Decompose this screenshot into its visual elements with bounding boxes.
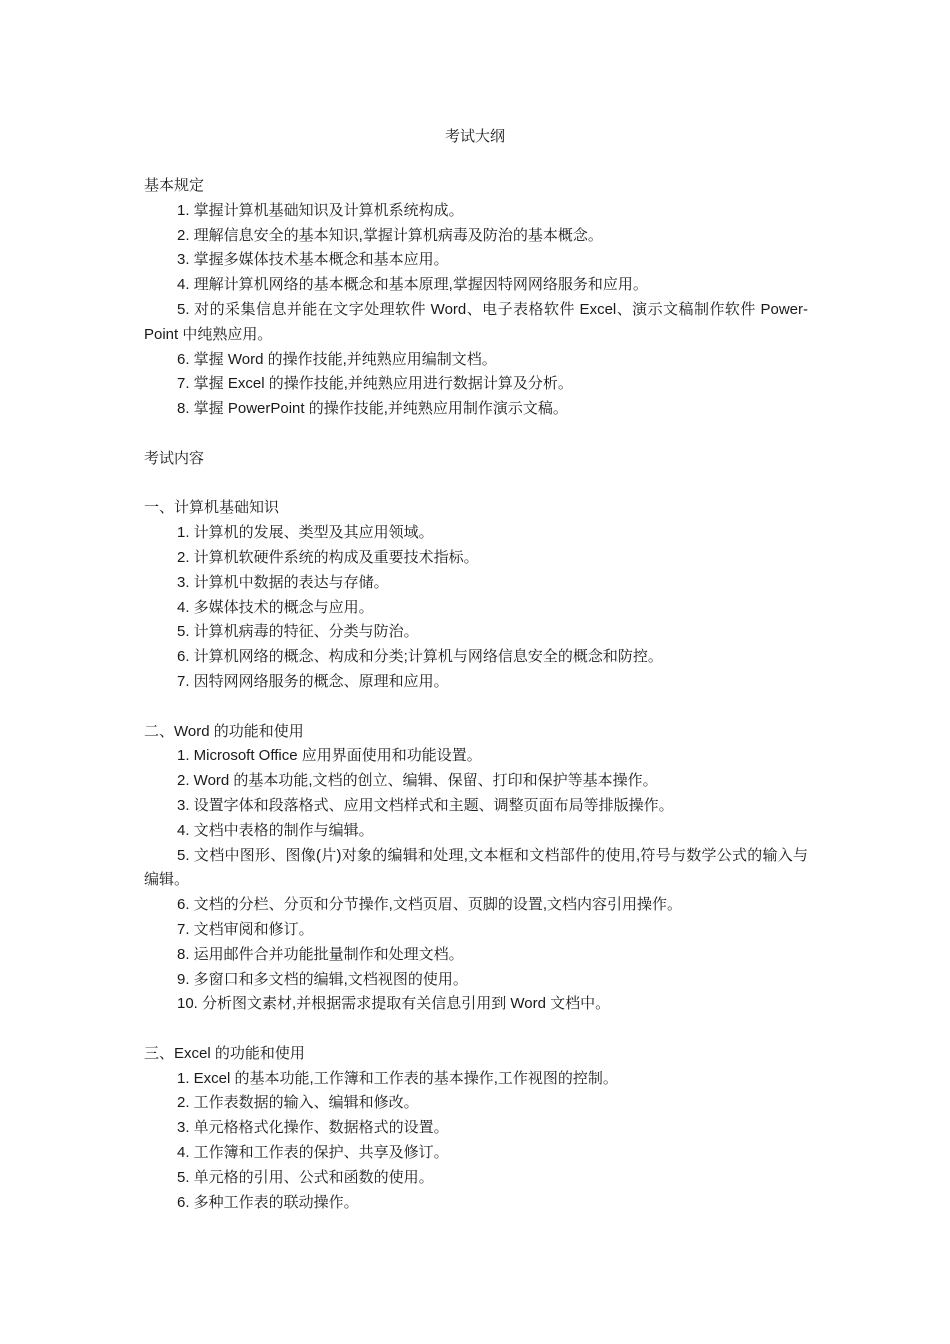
list-item: 3. 计算机中数据的表达与存储。: [177, 573, 389, 591]
list-item: 5. 对的采集信息并能在文字处理软件 Word、电子表格软件 Excel、演示文稿制作软件 Power-Point 中纯熟应用。: [144, 300, 808, 343]
exam-content-heading: 考试内容: [144, 449, 205, 467]
list-item: 2. 理解信息安全的基本知识,掌握计算机病毒及防治的基本概念。: [177, 226, 603, 244]
list-item: 7. 因特网网络服务的概念、原理和应用。: [177, 672, 449, 690]
list-item: 9. 多窗口和多文档的编辑,文档视图的使用。: [177, 970, 468, 988]
list-item: 8. 运用邮件合并功能批量制作和处理文档。: [177, 945, 464, 963]
list-item: 1. 掌握计算机基础知识及计算机系统构成。: [177, 201, 464, 219]
list-item: 2. 计算机软硬件系统的构成及重要技术指标。: [177, 548, 479, 566]
document-body: [144, 174, 808, 1215]
list-item: 3. 设置字体和段落格式、应用文档样式和主题、调整页面布局等排版操作。: [177, 796, 674, 814]
list-item: 3. 掌握多媒体技术基本概念和基本应用。: [177, 251, 449, 269]
list-item: 1. Excel 的基本功能,工作簿和工作表的基本操作,工作视图的控制。: [177, 1069, 618, 1087]
list-item: 4. 理解计算机网络的基本概念和基本原理,掌握因特网网络服务和应用。: [177, 276, 648, 294]
list-item: 1. 计算机的发展、类型及其应用领域。: [177, 524, 434, 542]
list-item: 6. 掌握 Word 的操作技能,并纯熟应用编制文档。: [177, 350, 497, 368]
list-item: 6. 文档的分栏、分页和分节操作,文档页眉、页脚的设置,文档内容引用操作。: [177, 896, 683, 914]
list-item: 6. 计算机网络的概念、构成和分类;计算机与网络信息安全的概念和防控。: [177, 648, 663, 666]
section-heading-excel: 三、Excel 的功能和使用: [144, 1044, 305, 1062]
spacer: [144, 695, 808, 720]
list-item: 4. 多媒体技术的概念与应用。: [177, 598, 374, 616]
basic-requirements-heading: 基本规定: [144, 177, 205, 194]
list-item: 3. 单元格格式化操作、数据格式的设置。: [177, 1119, 449, 1137]
spacer: [144, 1017, 808, 1042]
section-heading-computer-basics: 一、计算机基础知识: [144, 499, 280, 517]
list-item: 4. 工作簿和工作表的保护、共享及修订。: [177, 1144, 449, 1162]
document-title: 考试大纲: [444, 128, 505, 145]
spacer: [144, 472, 808, 497]
spacer: [144, 422, 808, 447]
list-item: 10. 分析图文素材,并根据需求提取有关信息引用到 Word 文档中。: [177, 995, 611, 1013]
list-item: 8. 掌握 PowerPoint 的操作技能,并纯熟应用制作演示文稿。: [177, 400, 568, 418]
list-item: 5. 单元格的引用、公式和函数的使用。: [177, 1168, 434, 1186]
list-item: 2. 工作表数据的输入、编辑和修改。: [177, 1094, 419, 1112]
list-item: 7. 文档审阅和修订。: [177, 920, 314, 938]
list-item: 6. 多种工作表的联动操作。: [177, 1193, 359, 1211]
list-item: 5. 文档中图形、图像(片)对象的编辑和处理,文本框和文档部件的使用,符号与数学公式的输入与编辑。: [144, 846, 808, 889]
list-item: 2. Word 的基本功能,文档的创立、编辑、保留、打印和保护等基本操作。: [177, 772, 658, 790]
list-item: 7. 掌握 Excel 的操作技能,并纯熟应用进行数据计算及分析。: [177, 375, 573, 393]
list-item: 5. 计算机病毒的特征、分类与防治。: [177, 623, 419, 641]
section-heading-word: 二、Word 的功能和使用: [144, 722, 304, 740]
list-item: 4. 文档中表格的制作与编辑。: [177, 821, 374, 839]
list-item: 1. Microsoft Office 应用界面使用和功能设置。: [177, 747, 482, 765]
